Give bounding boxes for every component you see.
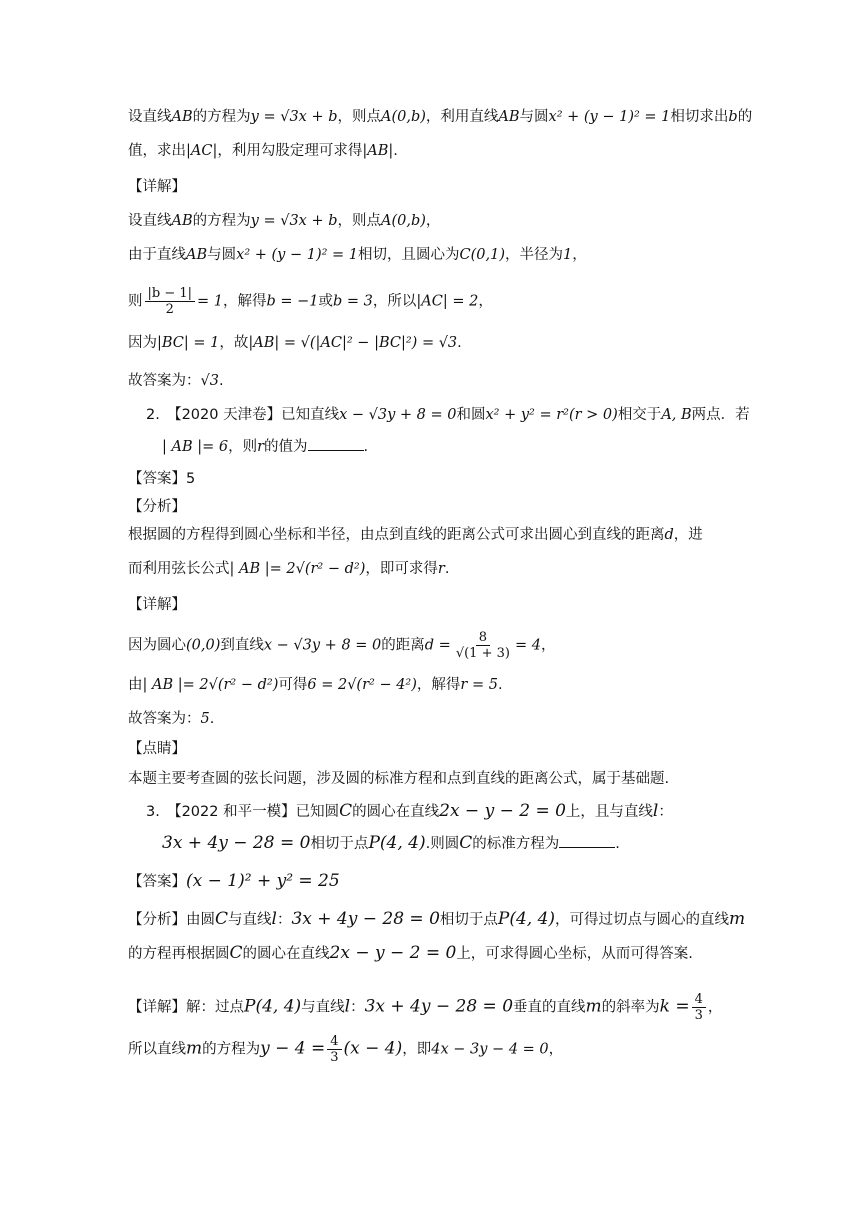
math-expression: b — [728, 109, 738, 125]
text-run: 相切于点 — [439, 912, 498, 928]
question-2-line-1 — [146, 404, 800, 426]
text-run: ，进 — [673, 527, 703, 543]
text-run: ： — [276, 912, 292, 928]
text-run: ，即可求得 — [365, 561, 438, 577]
math-expression: = 1 — [197, 293, 223, 310]
text-run: 与圆 — [207, 247, 237, 263]
fraction-denominator: 2 — [165, 302, 174, 317]
text-run: 【详解】解：过点 — [128, 999, 244, 1016]
text-run: 上，可求得圆心坐标，从而可得答案. — [456, 946, 693, 962]
math-expression: l — [344, 996, 351, 1017]
math-expression: | AB |= 2√(r² − d²) — [142, 677, 279, 693]
math-expression: 6 = 2√(r² − 4²) — [307, 677, 417, 693]
math-expression: P(4, 4) — [497, 909, 556, 929]
math-expression: | AB |= 2√(r² − d²) — [229, 561, 366, 577]
math-expression: AB — [171, 109, 193, 125]
text-run: 设直线 — [128, 213, 172, 229]
section-heading-remark — [128, 738, 800, 760]
math-expression: x − √3y + 8 = 0 — [263, 637, 382, 654]
analysis-3-line-1 — [128, 908, 800, 931]
text-run: 或 — [318, 293, 334, 310]
text-run: . — [457, 335, 462, 351]
text-run: 可得 — [278, 677, 308, 693]
text-run: 的圆心在直线 — [352, 804, 440, 820]
text-run: 两点．若 — [691, 407, 750, 423]
text-run: 与圆 — [519, 109, 549, 125]
text-run: ，即 — [402, 1041, 432, 1058]
answer-3 — [128, 870, 800, 893]
analysis-text-1 — [128, 524, 800, 546]
text-run: 由 — [128, 677, 143, 693]
text-run: ，利用直线 — [425, 109, 499, 125]
math-expression: 1 — [562, 247, 573, 263]
math-expression: |AC| — [186, 143, 218, 159]
math-expression: 4x − 3y − 4 = 0 — [431, 1041, 549, 1058]
text-run: 上，且与直线 — [565, 804, 653, 820]
text-run: . — [497, 677, 503, 693]
text-run: 与直线 — [228, 912, 272, 928]
text-run: 本题主要考查圆的弦长问题，涉及圆的标准方程和点到直线的距离公式，属于基础题. — [128, 771, 670, 787]
math-expression: 3x + 4y − 28 = 0 — [291, 909, 440, 929]
detail-text-2 — [128, 674, 800, 696]
section-heading-analysis — [128, 496, 800, 518]
math-expression: AB — [498, 109, 520, 125]
math-expression: d — [664, 527, 674, 543]
text-run: ，则 — [228, 439, 258, 455]
section-heading-answer — [128, 468, 800, 490]
text-run: 的方程为 — [202, 1041, 261, 1058]
text-run: 的方程为 — [192, 109, 251, 125]
text-run: 设直线 — [128, 109, 172, 125]
math-expression: m — [585, 996, 602, 1017]
text-run: ，则点 — [337, 109, 381, 125]
text-run: 则 — [128, 293, 143, 310]
text-run: 由于直线 — [128, 247, 186, 263]
math-expression: r = 5 — [460, 677, 498, 693]
math-expression: x² + (y − 1)² = 1 — [548, 109, 671, 125]
text-run: 【分析】 — [128, 499, 186, 515]
math-expression: 3x + 4y − 28 = 0 — [364, 996, 514, 1017]
math-expression: 3x + 4y − 28 = 0 — [162, 833, 311, 853]
answer-line — [128, 370, 800, 392]
math-expression: r — [257, 439, 265, 455]
math-expression: k = — [659, 996, 690, 1017]
math-expression: r — [437, 561, 445, 577]
text-run: 根据圆的方程得到圆心坐标和半径，由点到直线的距离公式可求出圆心到直线的距离 — [128, 527, 665, 543]
text-run: 【详解】 — [128, 597, 186, 613]
math-expression: |AC| = 2 — [416, 293, 479, 310]
question-3-line-2 — [162, 832, 800, 855]
math-expression: C(0,1) — [459, 247, 505, 263]
text-run: ， — [572, 247, 587, 263]
text-run: 与直线 — [301, 999, 345, 1016]
solution-line-4 — [128, 332, 800, 354]
fraction — [145, 286, 196, 317]
text-run: 相切于点 — [310, 836, 369, 852]
math-expression: A(0,b) — [381, 213, 426, 229]
remark-text — [128, 768, 800, 790]
math-expression: b = 3 — [333, 293, 373, 310]
analysis-text-2 — [128, 558, 800, 580]
text-run: . — [363, 439, 369, 455]
math-expression: l — [652, 801, 659, 821]
text-run: .则圆 — [425, 836, 460, 852]
solution-line-2 — [128, 244, 800, 266]
analysis-line-1 — [128, 106, 800, 128]
answer-blank — [308, 436, 364, 451]
text-run: 的距离 — [381, 637, 425, 654]
math-expression: C — [339, 801, 353, 821]
text-run: ： — [350, 999, 365, 1016]
text-run: 【详解】 — [128, 179, 186, 195]
fraction-numerator: 4 — [692, 992, 706, 1008]
text-run: 【点睛】 — [128, 741, 186, 757]
math-expression: b = −1 — [266, 293, 319, 310]
math-expression: P(4, 4) — [368, 833, 426, 853]
solution-line-1 — [128, 210, 800, 232]
text-run: 因为圆心 — [128, 637, 186, 654]
text-run: 相交于 — [617, 407, 662, 423]
math-expression: √3 — [200, 373, 219, 389]
text-run: 故答案为： — [128, 711, 201, 727]
fraction-numerator: 4 — [327, 1034, 341, 1050]
fraction-denominator: 3 — [330, 1050, 339, 1065]
text-run: 而利用弦长公式 — [128, 561, 230, 577]
math-expression: x² + y² = r²(r > 0) — [485, 407, 618, 423]
answer-blank — [559, 833, 615, 848]
text-run: 和圆 — [456, 407, 486, 423]
question-2-line-2 — [162, 436, 800, 458]
math-expression: C — [459, 833, 473, 853]
math-expression: |BC| = 1 — [157, 335, 220, 351]
detail-3-line-2 — [128, 1034, 800, 1065]
text-run: . — [393, 143, 398, 159]
section-heading-detail — [128, 176, 800, 198]
text-run: ， — [707, 999, 723, 1016]
text-run: 的标准方程为 — [472, 836, 560, 852]
text-run: ， — [540, 637, 556, 654]
fraction — [453, 630, 513, 661]
analysis-line-2 — [128, 140, 800, 162]
text-run: ，故 — [219, 335, 249, 351]
math-expression: C — [215, 909, 229, 929]
math-expression: (x − 4) — [343, 1038, 403, 1059]
text-run: . — [218, 373, 224, 389]
section-heading-detail-2 — [128, 594, 800, 616]
detail-3-line-1 — [128, 992, 800, 1023]
text-run: 的圆心在直线 — [242, 946, 330, 962]
analysis-3-line-2 — [128, 942, 800, 965]
text-run: 【答案】5 — [128, 471, 196, 487]
math-expression: (0,0) — [186, 637, 221, 654]
text-run: 的值为 — [264, 439, 308, 455]
math-expression: AB — [171, 213, 193, 229]
math-expression: C — [229, 943, 243, 963]
math-expression: A(0,b) — [381, 109, 426, 125]
math-expression: 5 — [200, 711, 210, 727]
text-run: . — [209, 711, 215, 727]
math-expression: AB — [186, 247, 208, 263]
math-expression: l — [271, 909, 277, 929]
text-run: ， — [478, 293, 493, 310]
fraction-numerator: 8 — [476, 630, 490, 646]
math-expression: y = √3x + b — [250, 109, 338, 125]
fraction-denominator: 3 — [694, 1008, 703, 1023]
math-expression: m — [729, 909, 746, 929]
math-expression: x − √3y + 8 = 0 — [339, 407, 457, 423]
text-run: ，解得 — [223, 293, 267, 310]
text-run: 因为 — [128, 335, 157, 351]
text-run: 【分析】由圆 — [128, 912, 215, 928]
question-3-line-1 — [146, 800, 800, 823]
text-run: . — [615, 836, 620, 852]
text-run: 相切，且圆心为 — [358, 247, 460, 263]
math-expression: y = √3x + b — [250, 213, 338, 229]
text-run: 2. 【2020 天津卷】已知直线 — [146, 407, 340, 423]
fraction — [692, 992, 706, 1023]
fraction — [327, 1034, 341, 1065]
text-run: ，利用勾股定理可求得 — [217, 143, 363, 159]
math-expression: = 4 — [514, 637, 541, 654]
math-expression: |AB| — [362, 143, 394, 159]
text-run: ： — [658, 804, 673, 820]
text-run: 所以直线 — [128, 1041, 186, 1058]
text-run: 到直线 — [220, 637, 264, 654]
text-run: ，半径为 — [504, 247, 563, 263]
math-expression: d = — [424, 637, 451, 654]
math-expression: | AB |= 6 — [162, 439, 229, 455]
text-run: 相切求出 — [670, 109, 729, 125]
text-run: 的斜率为 — [601, 999, 660, 1016]
text-run: ，则点 — [337, 213, 381, 229]
math-expression: A, B — [661, 407, 692, 423]
math-expression: 2x − y − 2 = 0 — [439, 801, 566, 821]
fraction-denominator: √(1 + 3) — [455, 646, 510, 661]
fraction-numerator: |b − 1| — [145, 286, 196, 302]
math-expression: y − 4 = — [260, 1038, 326, 1059]
text-run: 【答案】 — [128, 874, 186, 890]
answer-text-2 — [128, 708, 800, 730]
text-run: 垂直的直线 — [513, 999, 586, 1016]
text-run: ， — [425, 213, 441, 229]
text-run: 3. 【2022 和平一模】已知圆 — [146, 804, 340, 820]
detail-text-1 — [128, 630, 800, 661]
text-run: ，解得 — [416, 677, 461, 693]
text-run: ，可得过切点与圆心的直线 — [555, 912, 730, 928]
text-run: 故答案为： — [128, 373, 201, 389]
math-expression: 2x − y − 2 = 0 — [329, 943, 457, 963]
text-run: . — [444, 561, 450, 577]
math-expression: m — [186, 1038, 203, 1059]
math-expression: |AB| = √(|AC|² − |BC|²) = √3 — [248, 335, 458, 351]
text-run: 值，求出 — [128, 143, 186, 159]
math-expression: P(4, 4) — [244, 996, 302, 1017]
text-run: 的方程再根据圆 — [128, 946, 230, 962]
text-run: 的方程为 — [192, 213, 251, 229]
text-run: 的 — [737, 109, 753, 125]
math-expression: x² + (y − 1)² = 1 — [236, 247, 359, 263]
math-expression: (x − 1)² + y² = 25 — [186, 871, 340, 891]
solution-line-3 — [128, 286, 800, 317]
text-run: ， — [548, 1041, 564, 1058]
text-run: ，所以 — [372, 293, 417, 310]
